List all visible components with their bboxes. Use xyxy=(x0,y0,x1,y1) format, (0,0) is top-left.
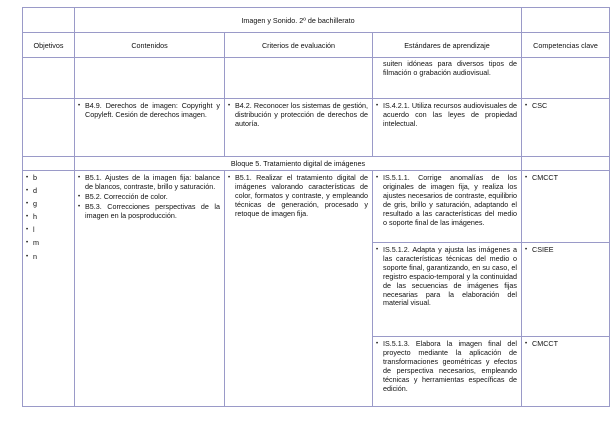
title-empty-cell-right xyxy=(522,8,610,33)
cont-contenidos-cell xyxy=(75,58,225,99)
objetivo-label: d xyxy=(33,186,37,196)
bullet-icon: • xyxy=(78,175,81,181)
list-item xyxy=(376,246,517,308)
bullet-icon: • xyxy=(26,188,29,195)
bullet-icon: • xyxy=(78,203,81,210)
estandar-1-cell xyxy=(373,171,522,243)
table-title: Imagen y Sonido. 2º de bachillerato xyxy=(75,8,522,33)
competencia-3-text: CMCCT xyxy=(532,339,558,348)
competencia-2-cell xyxy=(522,243,610,337)
header-contenidos: Contenidos xyxy=(75,33,225,58)
cont-competencias-cell xyxy=(522,58,610,99)
objetivo-item xyxy=(26,200,70,209)
objetivo-label: g xyxy=(33,199,37,209)
estandar-2-text: IS.5.1.2. Adapta y ajusta las imágenes a las características técnicas del medio o soporte final, garantizando, en su caso, el registro espacio-temporal y la continuidad de las secuencias de imágenes fijas necesarias para la elaboración del material visual. xyxy=(383,245,518,308)
list-item xyxy=(376,174,517,227)
header-estandares: Estándares de aprendizaje xyxy=(373,33,522,58)
cont-objetivos-cell xyxy=(23,58,75,99)
b49-estandar-text: IS.4.2.1. Utiliza recursos audiovisuales de acuerdo con las leyes de propiedad intelectual. xyxy=(383,101,518,128)
objetivo-item xyxy=(26,174,70,183)
block5-row-1 xyxy=(23,171,610,243)
bullet-icon: • xyxy=(525,341,528,347)
bullet-icon: • xyxy=(376,103,379,109)
b49-row xyxy=(23,99,610,157)
contenido-item xyxy=(78,193,220,202)
cont-estandar-text: suiten idóneas para diversos tipos de filmación o grabación audiovisual. xyxy=(383,59,518,77)
competencia-1-cell xyxy=(522,171,610,243)
header-competencias: Competencias clave xyxy=(522,33,610,58)
header-criterios: Criterios de evaluación xyxy=(225,33,373,58)
bullet-icon: • xyxy=(376,175,379,181)
list-item xyxy=(376,340,517,393)
bullet-icon: • xyxy=(228,103,231,109)
block5-objetivos-cell xyxy=(23,171,75,407)
contenido-text: B5.2. Corrección de color. xyxy=(85,191,168,201)
b49-criterio-text: B4.2. Reconocer los sistemas de gestión, distribución y protección de derechos de autoría. xyxy=(235,101,368,128)
objetivo-label: l xyxy=(33,225,35,235)
estandar-3-cell xyxy=(373,337,522,407)
competencia-2-text: CSIEE xyxy=(532,245,554,254)
objetivo-label: h xyxy=(33,212,37,222)
block5-title: Bloque 5. Tratamiento digital de imágenes xyxy=(75,157,522,171)
bullet-icon: • xyxy=(26,214,29,221)
b49-objetivos-cell xyxy=(23,99,75,157)
block5-title-row xyxy=(23,157,610,171)
title-row xyxy=(23,8,610,33)
bullet-icon: • xyxy=(228,175,231,181)
competencia-3-cell xyxy=(522,337,610,407)
objetivo-label: m xyxy=(33,238,39,248)
bullet-icon: • xyxy=(376,247,379,253)
list-item xyxy=(525,246,605,255)
bullet-icon: • xyxy=(78,103,81,109)
block5-title-empty-cell-right xyxy=(522,157,610,171)
list-item xyxy=(525,102,605,111)
block5-criterio-text: B5.1. Realizar el tratamiento digital de imágenes valorando características de color, formatos y contraste, y empleando técnicas de generación, procesado y retoque de imagen fija. xyxy=(235,173,368,218)
list-item xyxy=(228,102,368,129)
title-empty-cell xyxy=(23,8,75,33)
objetivo-item xyxy=(26,239,70,248)
b49-contenido-cell xyxy=(75,99,225,157)
competencia-1-text: CMCCT xyxy=(532,173,558,182)
block5-contenidos-cell xyxy=(75,171,225,407)
contenido-item xyxy=(78,174,220,192)
list-item xyxy=(228,174,368,219)
b49-criterio-cell xyxy=(225,99,373,157)
bullet-icon: • xyxy=(525,175,528,181)
bullet-icon: • xyxy=(26,253,29,260)
contenido-text: B5.3. Correcciones perspectivas de la imagen en la posproducción. xyxy=(85,201,220,220)
objetivo-item xyxy=(26,253,70,262)
bullet-icon: • xyxy=(26,240,29,247)
list-item xyxy=(78,102,220,120)
objetivo-label: n xyxy=(33,251,37,261)
block5-title-empty-cell xyxy=(23,157,75,171)
b49-competencia-text: CSC xyxy=(532,101,548,110)
list-item xyxy=(525,340,605,349)
contenido-item xyxy=(78,203,220,221)
b49-contenido-text: B4.9. Derechos de imagen: Copyright y Copyleft. Cesión de derechos imagen. xyxy=(85,101,220,119)
bullet-icon: • xyxy=(525,103,528,109)
contenido-text: B5.1. Ajustes de la imagen fija: balance de blancos, contraste, brillo y saturación. xyxy=(85,173,220,191)
objetivo-item xyxy=(26,187,70,196)
bullet-icon: • xyxy=(78,193,81,200)
estandar-3-text: IS.5.1.3. Elabora la imagen final del proyecto mediante la aplicación de transformaciones geométricas y efectos de perspectiva necesarios, empleando técnicas y herramientas específicas de edición. xyxy=(383,339,518,393)
estandar-1-text: IS.5.1.1. Corrige anomalías de los originales de imagen fija, y realiza los ajustes necesarios de contraste, equilibrio de gris, brillo y saturación, adaptando el resultado a las características del medio o soporte final de las imágenes. xyxy=(383,173,518,227)
b49-competencia-cell xyxy=(522,99,610,157)
objetivo-item xyxy=(26,213,70,222)
header-objetivos: Objetivos xyxy=(23,33,75,58)
bullet-icon: • xyxy=(525,247,528,253)
bullet-icon: • xyxy=(26,201,29,208)
block5-criterio-cell xyxy=(225,171,373,407)
bullet-icon: • xyxy=(376,341,379,347)
continuation-row xyxy=(23,58,610,99)
bullet-icon: • xyxy=(26,175,29,181)
objetivo-label: b xyxy=(33,173,37,182)
header-row xyxy=(23,33,610,58)
estandar-2-cell xyxy=(373,243,522,337)
list-item xyxy=(376,102,517,129)
b49-estandar-cell xyxy=(373,99,522,157)
objetivo-item xyxy=(26,226,70,235)
cont-criterios-cell xyxy=(225,58,373,99)
curriculum-table xyxy=(22,7,610,407)
cont-estandar-cell xyxy=(373,58,522,99)
list-item xyxy=(525,174,605,183)
objetivos-list xyxy=(23,171,74,268)
contenidos-list xyxy=(75,171,224,224)
bullet-icon: • xyxy=(26,227,29,234)
